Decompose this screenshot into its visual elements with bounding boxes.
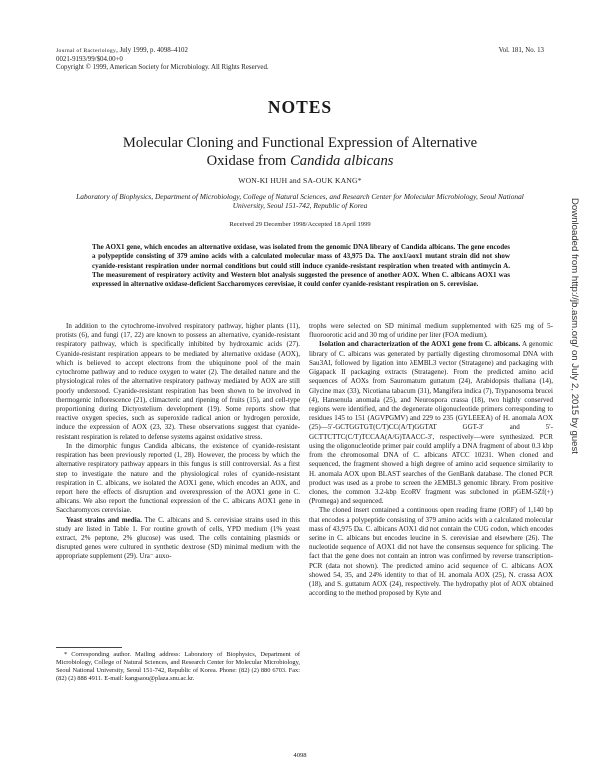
volume-number: Vol. 181, No. 13 <box>498 47 544 54</box>
abstract: The AOX1 gene, which encodes an alternative oxidase, was isolated from the genomic DNA library of Candida albicans. The gene encodes a polypeptide consisting of 379 amino acids with a calculated molecular mass of 43,975 Da. The aox1/aox1 mutant strain did not show cyanide-resistant respiration under normal conditions but could still induce cyanide-resistant respiration when treated with antimycin A. The measurement of respiratory activity and Western blot analysis suggested the presence of another AOX. When C. albicans AOX1 was expressed in alternative oxidase-deficient Saccharomyces cerevisiae, it could confer cyanide-resistant respiration on S. cerevisiae. <box>92 243 510 288</box>
affiliation: Laboratory of Biophysics, Department of Microbiology, College of Natural Sciences, and Research Center for Molecular Microbiology, Seoul National University, Seoul 151-742, Republic of Korea <box>76 192 524 211</box>
paragraph-text: The C. albicans and S. cerevisiae strains used in this study are listed in Table 1. For routine growth of cells, YPD medium (1% yeast extract, 2% peptone, 2% glucose) was used. The cells containing plasmids or disrupted genes were cultured in synthetic dextrose (SD) minimal medium with the appropriate supplement (29). Ura⁻ auxo- <box>56 515 300 561</box>
article-title <box>70 135 530 171</box>
section-heading: NOTES <box>267 97 333 117</box>
footnote-rule <box>56 647 122 648</box>
paragraph <box>309 340 553 506</box>
copyright: Copyright © 1999, American Society for Microbiology. All Rights Reserved. <box>56 64 269 72</box>
journal-name: Journal of Bacteriology <box>56 48 117 54</box>
right-column <box>309 322 553 599</box>
download-banner[interactable]: Downloaded from http://jb.asm.org/ on July 2, 2015 by guest <box>569 198 580 454</box>
subsection-heading: Yeast strains and media. <box>66 515 142 524</box>
paragraph <box>56 516 300 562</box>
title-species: Candida albicans <box>290 152 394 169</box>
page-number: 4098 <box>293 752 307 759</box>
issue-date-pages: , July 1999, p. 4098–4102 <box>116 47 188 54</box>
title-line-1: Molecular Cloning and Functional Expression of Alternative <box>122 135 478 151</box>
paragraph: trophs were selected on SD minimal medium supplemented with 625 mg of 5-fluoroorotic acid and 30 mg of uridine per liter (FOA medium). <box>309 322 553 340</box>
subsection-heading: Isolation and characterization of the AOX1 gene from C. albicans. <box>319 340 521 349</box>
paragraph-text: A genomic library of C. albicans was generated by partially digesting chromosomal DNA with Sau3AI, followed by ligation into λEMBL3 vector (Stratagene) and packaging with Gigapack II packaging extracts (Stratagene). From the predicted amino acid sequences of AOXs from Sauromatum guttatum (24), Arabidopsis thaliana (14), Glycine max (33), Nicotiana tabacum (31), Mangifera indica (7), Trypanosoma brucei (4), Hansenula anomala (25), and Neurospora crassa (18), two highly conserved regions were identified, and the degenerate oligonucleotide primers corresponding to residues 145 to 151 (AGVPGMV) and 229 to 235 (GYLEEEA) of H. anomala AOX (25)—5′-GCTGGTGT(C/T)CC(A/T)GGTAT GGT-3′ and 5′-GCTTCTTC(C/T)TCCAA(A/G)TAACC-3′, respectively—were synthesized. PCR using the oligonucleotide primer pair could amplify a DNA fragment of about 0.3 kbp from the chromosomal DNA of C. albicans ATCC 10231. When cloned and sequenced, the fragment showed a high degree of amino acid sequence similarity to H. anomala AOX upon BLAST searches of the GenBank database. The cloned PCR product was used as a probe to screen the λEMBL3 genomic library. From positive clones, the common 3.2-kbp EcoRV fragment was subcloned in pGEM-5Zf(+) (Promega) and sequenced. <box>309 340 553 506</box>
received-date: Received 29 December 1998/Accepted 18 April 1999 <box>229 221 371 228</box>
paragraph: In the dimorphic fungus Candida albicans, the existence of cyanide-resistant respiration has been previously reported (1, 28). However, the process by which the alternative respiratory pathway appears in this fungus is still controversial. As a first step to investigate the nature and the physiological roles of cyanide-resistant respiration in C. albicans, we isolated the AOX1 gene, which encodes an AOX, and report here the effects of disruption and overexpression of the AOX1 gene in C. albicans. We also report the functional expression of the C. albicans AOX1 gene in Saccharomyces cerevisiae. <box>56 441 300 515</box>
title-line-2: Oxidase from <box>206 152 291 169</box>
authors: WON-KI HUH and SA-OUK KANG* <box>238 176 362 185</box>
issn: 0021-9193/99/$04.00+0 <box>56 55 123 63</box>
paragraph: The cloned insert contained a continuous open reading frame (ORF) of 1,140 bp that encodes a polypeptide consisting of 379 amino acids with a calculated molecular mass of 43,975 Da. C. albicans AOX1 did not contain the CUG codon, which encodes serine in C. albicans but encodes leucine in S. cerevisiae and elsewhere (26). The nucleotide sequence of AOX1 did not have the consensus sequence for splicing. The fact that the gene does not contain an intron was confirmed by reverse transcription-PCR (data not shown). The predicted amino acid sequence of C. albicans AOX showed 54, 35, and 24% identity to that of H. anomala AOX (25), N. crassa AOX (18), and S. guttatum AOX (24), respectively. The hydropathy plot of AOX obtained according to the method proposed by Kyte and <box>309 506 553 598</box>
left-column <box>56 322 300 562</box>
paragraph: In addition to the cytochrome-involved respiratory pathway, higher plants (11), protists (6), and fungi (17, 22) are known to possess an alternative, cyanide-resistant respiratory pathway, which is specifically inhibited by hydroxamic acids (27). Cyanide-resistant respiration appears to be mediated by alternative oxidase (AOX), which is believed to accept electrons from the ubiquinone pool of the main cytochrome pathway and to reduce oxygen to water (2). The detailed nature and the physiological roles of the alternative respiratory pathway mediated by AOX are still poorly understood. Cyanide-resistant respiration has been shown to be involved in thermogenic inflorescence (21), climacteric and ripening of fruits (15), and cell-type proportioning during Dictyostelium development (19). Some reports show that reactive oxygen species, such as superoxide radical anion or hydrogen peroxide, induce the expression of AOX (23, 32). These observations suggest that cyanide-resistant respiration is related to defense systems against oxidative stress. <box>56 322 300 441</box>
corresponding-author-footnote: * Corresponding author. Mailing address: Laboratory of Biophysics, Department of Microbiology, College of Natural Sciences, and Research Center for Molecular Microbiology, Seoul National University, Seoul 151-742, Republic of Korea. Phone: (82) (2) 880 6703. Fax: (82) (2) 888 4911. E-mail: kangsaou@plaza.snu.ac.kr. <box>56 651 300 683</box>
